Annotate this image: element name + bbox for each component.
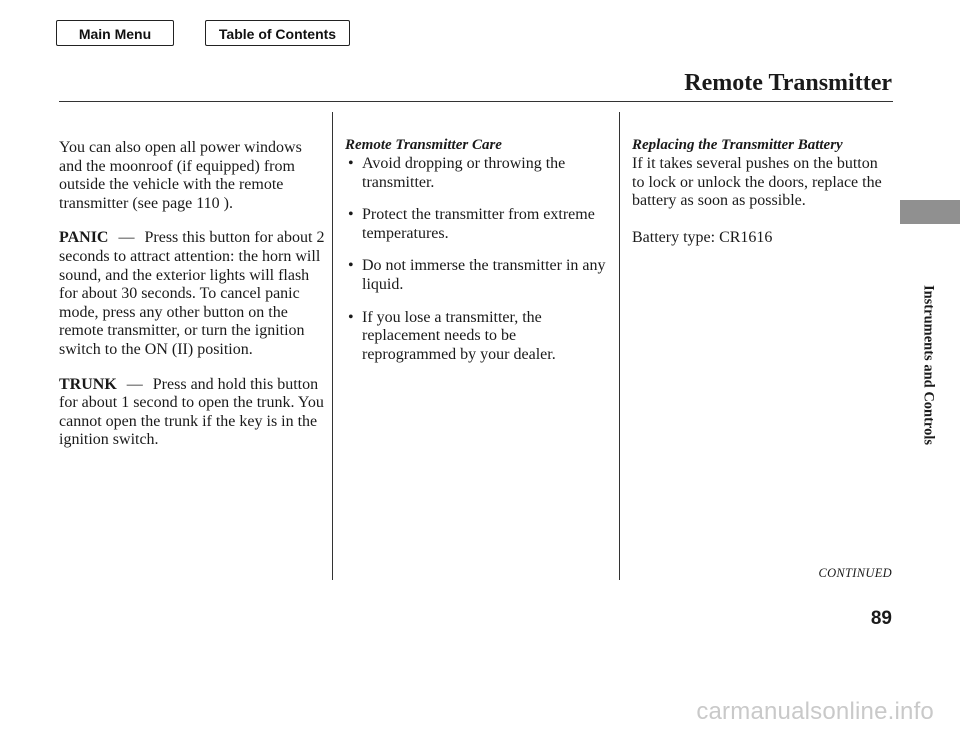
trunk-term: TRUNK bbox=[59, 375, 117, 393]
section-tab bbox=[900, 200, 960, 224]
intro-paragraph: You can also open all power windows and the moonroof (if equipped) from outside the vehicle with the remote transmitter (see page 110 ). bbox=[59, 139, 302, 212]
care-bullet: • Avoid dropping or throwing the transmitter. bbox=[348, 155, 610, 192]
continued-label: CONTINUED bbox=[818, 566, 892, 580]
column-divider-right bbox=[619, 112, 620, 580]
care-bullet: • Do not immerse the transmitter in any liquid. bbox=[348, 257, 610, 294]
section-label bbox=[918, 245, 938, 485]
care-bullet: • If you lose a transmitter, the replacement needs to be reprogrammed by your dealer. bbox=[348, 309, 610, 365]
panic-term: PANIC bbox=[59, 229, 109, 247]
panic-dash: — bbox=[118, 229, 135, 247]
trunk-paragraph bbox=[59, 376, 327, 450]
page-number: 89 bbox=[870, 608, 892, 629]
panic-paragraph bbox=[59, 229, 327, 359]
care-heading: Remote Transmitter Care bbox=[345, 137, 502, 153]
title-divider bbox=[59, 101, 893, 102]
battery-paragraph: If it takes several pushes on the button to lock or unlock the doors, replace the battery as soon as possible. bbox=[632, 155, 882, 210]
watermark: carmanualsonline.info bbox=[696, 698, 934, 725]
section-label-text: Instruments and Controls bbox=[920, 284, 937, 446]
care-bullet: • Protect the transmitter from extreme temperatures. bbox=[348, 206, 610, 243]
battery-heading: Replacing the Transmitter Battery bbox=[632, 137, 843, 153]
panic-text: Press this button for about 2 seconds to attract attention: the horn will sound, and the exterior lights will flash for about 30 seconds. To cancel panic mode, press any other button on the remote transmitter, or turn the ignition switch to the ON (II) position. bbox=[59, 229, 325, 358]
battery-type: Battery type: CR1616 bbox=[632, 228, 773, 246]
right-column bbox=[632, 155, 894, 247]
care-list bbox=[348, 155, 610, 378]
trunk-dash: — bbox=[126, 375, 143, 393]
page-title: Remote Transmitter bbox=[684, 70, 892, 96]
main-menu-button[interactable]: Main Menu bbox=[56, 20, 174, 46]
table-of-contents-button[interactable]: Table of Contents bbox=[205, 20, 350, 46]
left-column bbox=[59, 139, 327, 450]
trunk-text: Press and hold this button for about 1 second to open the trunk. You cannot open the trunk if the key is in the ignition switch. bbox=[59, 375, 324, 449]
column-divider-left bbox=[332, 112, 333, 580]
